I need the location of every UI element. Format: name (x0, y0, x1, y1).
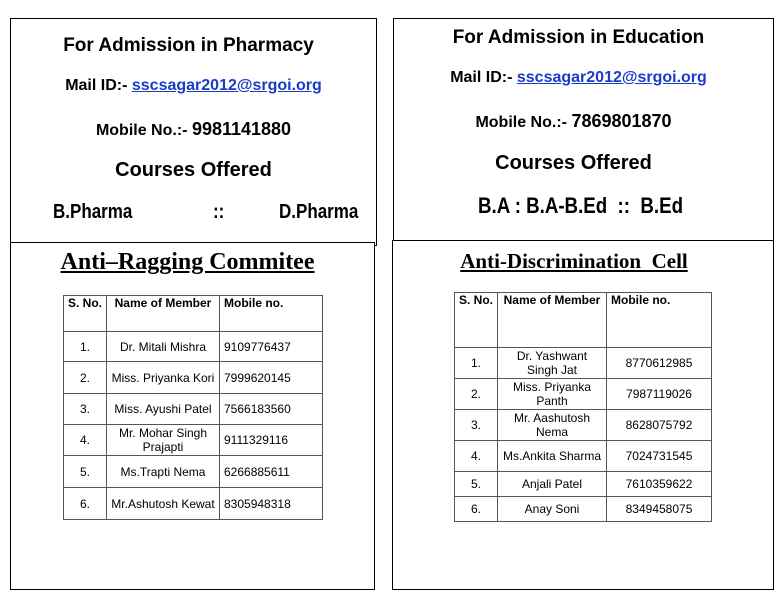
anti-ragging-table (63, 295, 323, 520)
mobile-cell: 7987119026 (607, 379, 712, 410)
col-name-header: Name of Member (107, 296, 220, 332)
education-mobile-label: Mobile No.:- (475, 114, 567, 131)
member-name-cell: Mr. Aashutosh Nema (498, 410, 607, 441)
mobile-cell: 7999620145 (220, 362, 323, 394)
mobile-cell: 9111329116 (220, 425, 323, 456)
table-row (455, 348, 712, 379)
sno-cell: 1. (455, 348, 498, 379)
pharmacy-mobile-row (11, 119, 376, 140)
member-name-cell: Mr. Mohar Singh Prajapti (107, 425, 220, 456)
member-name-cell: Dr. Yashwant Singh Jat (498, 348, 607, 379)
pharmacy-mobile-label: Mobile No.:- (95, 122, 188, 139)
col-name-header: Name of Member (498, 293, 607, 348)
anti-discrimination-panel (392, 240, 774, 590)
table-row (64, 456, 323, 488)
member-name-cell: Miss. Priyanka Kori (107, 362, 220, 394)
table-row (64, 394, 323, 425)
sno-cell: 3. (64, 394, 107, 425)
pharmacy-mail-link[interactable]: sscsagar2012@srgoi.org (131, 77, 322, 94)
sno-cell: 5. (455, 472, 498, 497)
table-row (455, 379, 712, 410)
table-row (455, 441, 712, 472)
education-mail-link[interactable]: sscsagar2012@srgoi.org (516, 69, 707, 86)
anti-discrimination-title: Anti-Discrimination Cell (460, 249, 688, 273)
sno-cell: 4. (455, 441, 498, 472)
pharmacy-mail-row (11, 77, 376, 95)
education-courses-heading: Courses Offered (495, 152, 652, 174)
education-mobile-value: 7869801870 (571, 111, 672, 131)
mobile-cell: 8305948318 (220, 488, 323, 520)
table-row (64, 362, 323, 394)
col-sno-header: S. No. (64, 296, 107, 332)
mobile-cell: 8628075792 (607, 410, 712, 441)
mobile-cell: 7610359622 (607, 472, 712, 497)
pharmacy-mail-label: Mail ID:- (65, 77, 128, 94)
sno-cell: 4. (64, 425, 107, 456)
sno-cell: 5. (64, 456, 107, 488)
table-header-row (64, 296, 323, 332)
mobile-cell: 7024731545 (607, 441, 712, 472)
anti-ragging-title: Anti–Ragging Commitee (60, 249, 315, 275)
pharmacy-mobile-value: 9981141880 (191, 119, 292, 139)
sno-cell: 3. (455, 410, 498, 441)
member-name-cell: Miss. Priyanka Panth (498, 379, 607, 410)
table-row (64, 425, 323, 456)
member-name-cell: Mr.Ashutosh Kewat (107, 488, 220, 520)
col-mobile-header: Mobile no. (607, 293, 712, 348)
education-admission-panel (393, 18, 774, 242)
table-header-row (455, 293, 712, 348)
anti-discrimination-table (454, 292, 712, 522)
member-name-cell: Ms.Ankita Sharma (498, 441, 607, 472)
sno-cell: 2. (64, 362, 107, 394)
table-row (64, 332, 323, 362)
sno-cell: 6. (64, 488, 107, 520)
pharmacy-admission-panel (10, 18, 377, 246)
anti-ragging-panel (10, 242, 375, 590)
education-mail-label: Mail ID:- (450, 69, 513, 86)
education-courses-line: B.A : B.A-B.Ed :: B.Ed (478, 193, 683, 218)
table-row (64, 488, 323, 520)
mobile-cell: 8349458075 (607, 497, 712, 522)
member-name-cell: Anay Soni (498, 497, 607, 522)
member-name-cell: Anjali Patel (498, 472, 607, 497)
member-name-cell: Ms.Trapti Nema (107, 456, 220, 488)
mobile-cell: 8770612985 (607, 348, 712, 379)
member-name-cell: Miss. Ayushi Patel (107, 394, 220, 425)
mobile-cell: 7566183560 (220, 394, 323, 425)
pharmacy-course-bpharma: B.Pharma (53, 201, 133, 223)
sno-cell: 2. (455, 379, 498, 410)
education-mail-row (384, 69, 773, 87)
mobile-cell: 9109776437 (220, 332, 323, 362)
pharmacy-course-dpharma: D.Pharma (279, 201, 359, 223)
pharmacy-heading: For Admission in Pharmacy (63, 35, 314, 56)
table-row (455, 410, 712, 441)
table-row (455, 472, 712, 497)
col-sno-header: S. No. (455, 293, 498, 348)
sno-cell: 1. (64, 332, 107, 362)
education-heading: For Admission in Education (452, 27, 705, 48)
member-name-cell: Dr. Mitali Mishra (107, 332, 220, 362)
col-mobile-header: Mobile no. (220, 296, 323, 332)
sno-cell: 6. (455, 497, 498, 522)
pharmacy-courses-heading: Courses Offered (115, 159, 272, 181)
mobile-cell: 6266885611 (220, 456, 323, 488)
education-mobile-row (374, 111, 773, 132)
table-row (455, 497, 712, 522)
pharmacy-course-separator: :: (213, 201, 225, 223)
